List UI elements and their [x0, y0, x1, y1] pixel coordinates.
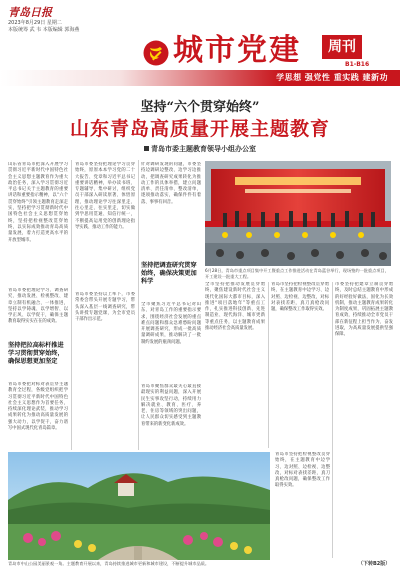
landscape-photo-illustration	[8, 452, 270, 560]
landscape-photo	[8, 452, 270, 560]
masthead	[0, 0, 400, 92]
body-paragraph: 青岛市委坚持以上率下，市委常委会带头开展专题学习，带头深入基层一线调查研究，带头讲授专题党课，为全市党员干部作出示范。	[75, 292, 135, 323]
square-bullet-icon	[144, 146, 149, 151]
photo-caption: 青岛市中山公园美丽景观一角。主题教育开展以来，青岛持续推进城市更新和城市建设，不断提升城市品质。	[8, 561, 210, 566]
headline: 山东青岛高质量开展主题教育	[69, 118, 330, 140]
body-paragraph: 市委坚持把建章立制贯穿始终，及时总结主题教育中形成的好经验好做法，固化为长效机制，推动主题教育成果转化为制度成果，巩固拓展主题教育成效，持续推动全市党员干部在新征程上担当作为、奋发进取，为高质量发展提供坚强保障。	[335, 282, 393, 338]
column-divider	[268, 282, 269, 448]
ceremony-photo	[205, 161, 391, 266]
ceremony-photo-illustration	[205, 161, 391, 266]
column-title: 城市党建	[173, 33, 301, 68]
body-paragraph: 青岛市委坚持把理论学习贯穿始终，原原本本学习党的二十大报告、党章和习近平总书记重要讲话精神，举办读书班、专题辅导、集中研讨，组织党员干部深入研读原著、体悟原理，推动理论学习往深里走、往心里走、往实里走，切实做到学思用贯通、知信行统一，不断提高运用党的创新理论指导实践、推动工作的能力。	[75, 162, 135, 230]
body-paragraph: 青岛市聚焦群众最关心最直接最现实的利益问题，深入开展民生实事攻坚行动，持续用力解决就业、教育、医疗、养老、住房等领域的突出问题，让人民群众切实感受到主题教育带来的新变化新成效。	[141, 384, 201, 427]
section-subhead: 坚持把调查研究贯穿始终，确保决策更加科学	[141, 262, 197, 285]
photo-caption: 6月28日，青岛市重点项目集中开工暨重点工作推进活动在青岛蓝谷举行，现场签约一批重点项目，开工建设一批重大工程。	[205, 268, 389, 279]
headline-kicker: 坚持“六个贯穿始终”	[140, 100, 260, 115]
column-divider	[71, 160, 72, 450]
slogan: 学思想 强党性 重实践 建新功	[276, 73, 388, 82]
issue-credits: 本版统筹 武 韦 本版编辑 郭海燕	[8, 27, 80, 33]
issue-date: 2023年8月29日 星期二	[8, 20, 62, 26]
column-divider	[332, 282, 333, 558]
party-emblem-icon	[143, 40, 169, 66]
body-paragraph: 青岛市委把理论学习、调查研究、推动发展、检视整改、建章立制有机融合、一体推进，坚持以学铸魂、以学增智、以学正风、以学促干，确保主题教育取得实实在在的成效。	[8, 288, 68, 325]
column-divider	[138, 160, 139, 450]
page-range: B1-B16	[345, 61, 370, 68]
body-paragraph: 针对调研发现的问题，市委坚持边调研边整改、边学习边推动，把调查研究成果转化为推动工作的具体举措，建立问题清单、责任清单、整改清单，逐项推动落实，确保件件有着落、事事有回音。	[141, 162, 201, 205]
newspaper-logo: 青岛日报	[8, 6, 52, 19]
section-subhead: 坚持把拉高标杆推进学习贯彻贯穿始终，确保思想更加坚定	[8, 342, 64, 365]
issue-info	[8, 20, 79, 34]
weekly-badge: 周刊	[322, 35, 362, 59]
byline-text: 青岛市委主题教育领导小组办公室	[151, 145, 256, 153]
byline	[0, 144, 400, 154]
body-paragraph: 山东省青岛市把深入开展学习贯彻习近平新时代中国特色社会主义思想主题教育作为重大政治任务，深入学习贯彻习近平总书记关于主题教育的重要讲话和重要指示精神，以“六个贯穿始终”引领主题教育走深走实，坚持把学习贯彻新时代中国特色社会主义思想贯穿始终，坚持把检视整改贯穿始终，以实际成效推动青岛高质量发展，着力打造更高水平的开放型城市。	[8, 162, 68, 243]
body-paragraph: 青岛市坚持把检视整改贯穿始终，在主题教育中边学习、边对照、边检视、边整改，对标对表找差距，真刀真枪改问题，确保整改工作取得实效。	[271, 282, 329, 313]
body-paragraph: 全市聚焦习近平总书记对山东、对青岛工作的重要指示要求，围绕经济社会发展的重点难点问题和群众急难愁盼问题开展调查研究，形成一批高质量调研成果，推动解决了一批制约发展的瓶颈问题。	[141, 302, 201, 345]
body-paragraph: 全市坚持把推动发展贯穿始终，聚焦建设新时代社会主义现代化国际大都市目标，深入推进“项目落地年”等重点工作，扎实推进科技创新、先进制造业、现代海洋、城市更新等重点任务，以主题教育成果推动经济社会高质量发展。	[205, 282, 265, 332]
body-paragraph: 青岛市坚持把检视整改贯穿始终，在主题教育中边学习、边对照、边检视、边整改，对标对表找差距，真刀真枪改问题，确保整改工作取得实效。	[275, 452, 330, 489]
body-paragraph: 青岛市委把对标对表贯穿主题教育全过程，各级党组织把学习贯彻习近平新时代中国特色社会主义思想作为首要任务，持续深化理论武装，推动学习成果转化为推动高质量发展的强大动力，以学促干，奋力谱写中国式现代化青岛篇章。	[8, 382, 68, 432]
continued-on-tag: （下转B2版）	[358, 561, 391, 567]
